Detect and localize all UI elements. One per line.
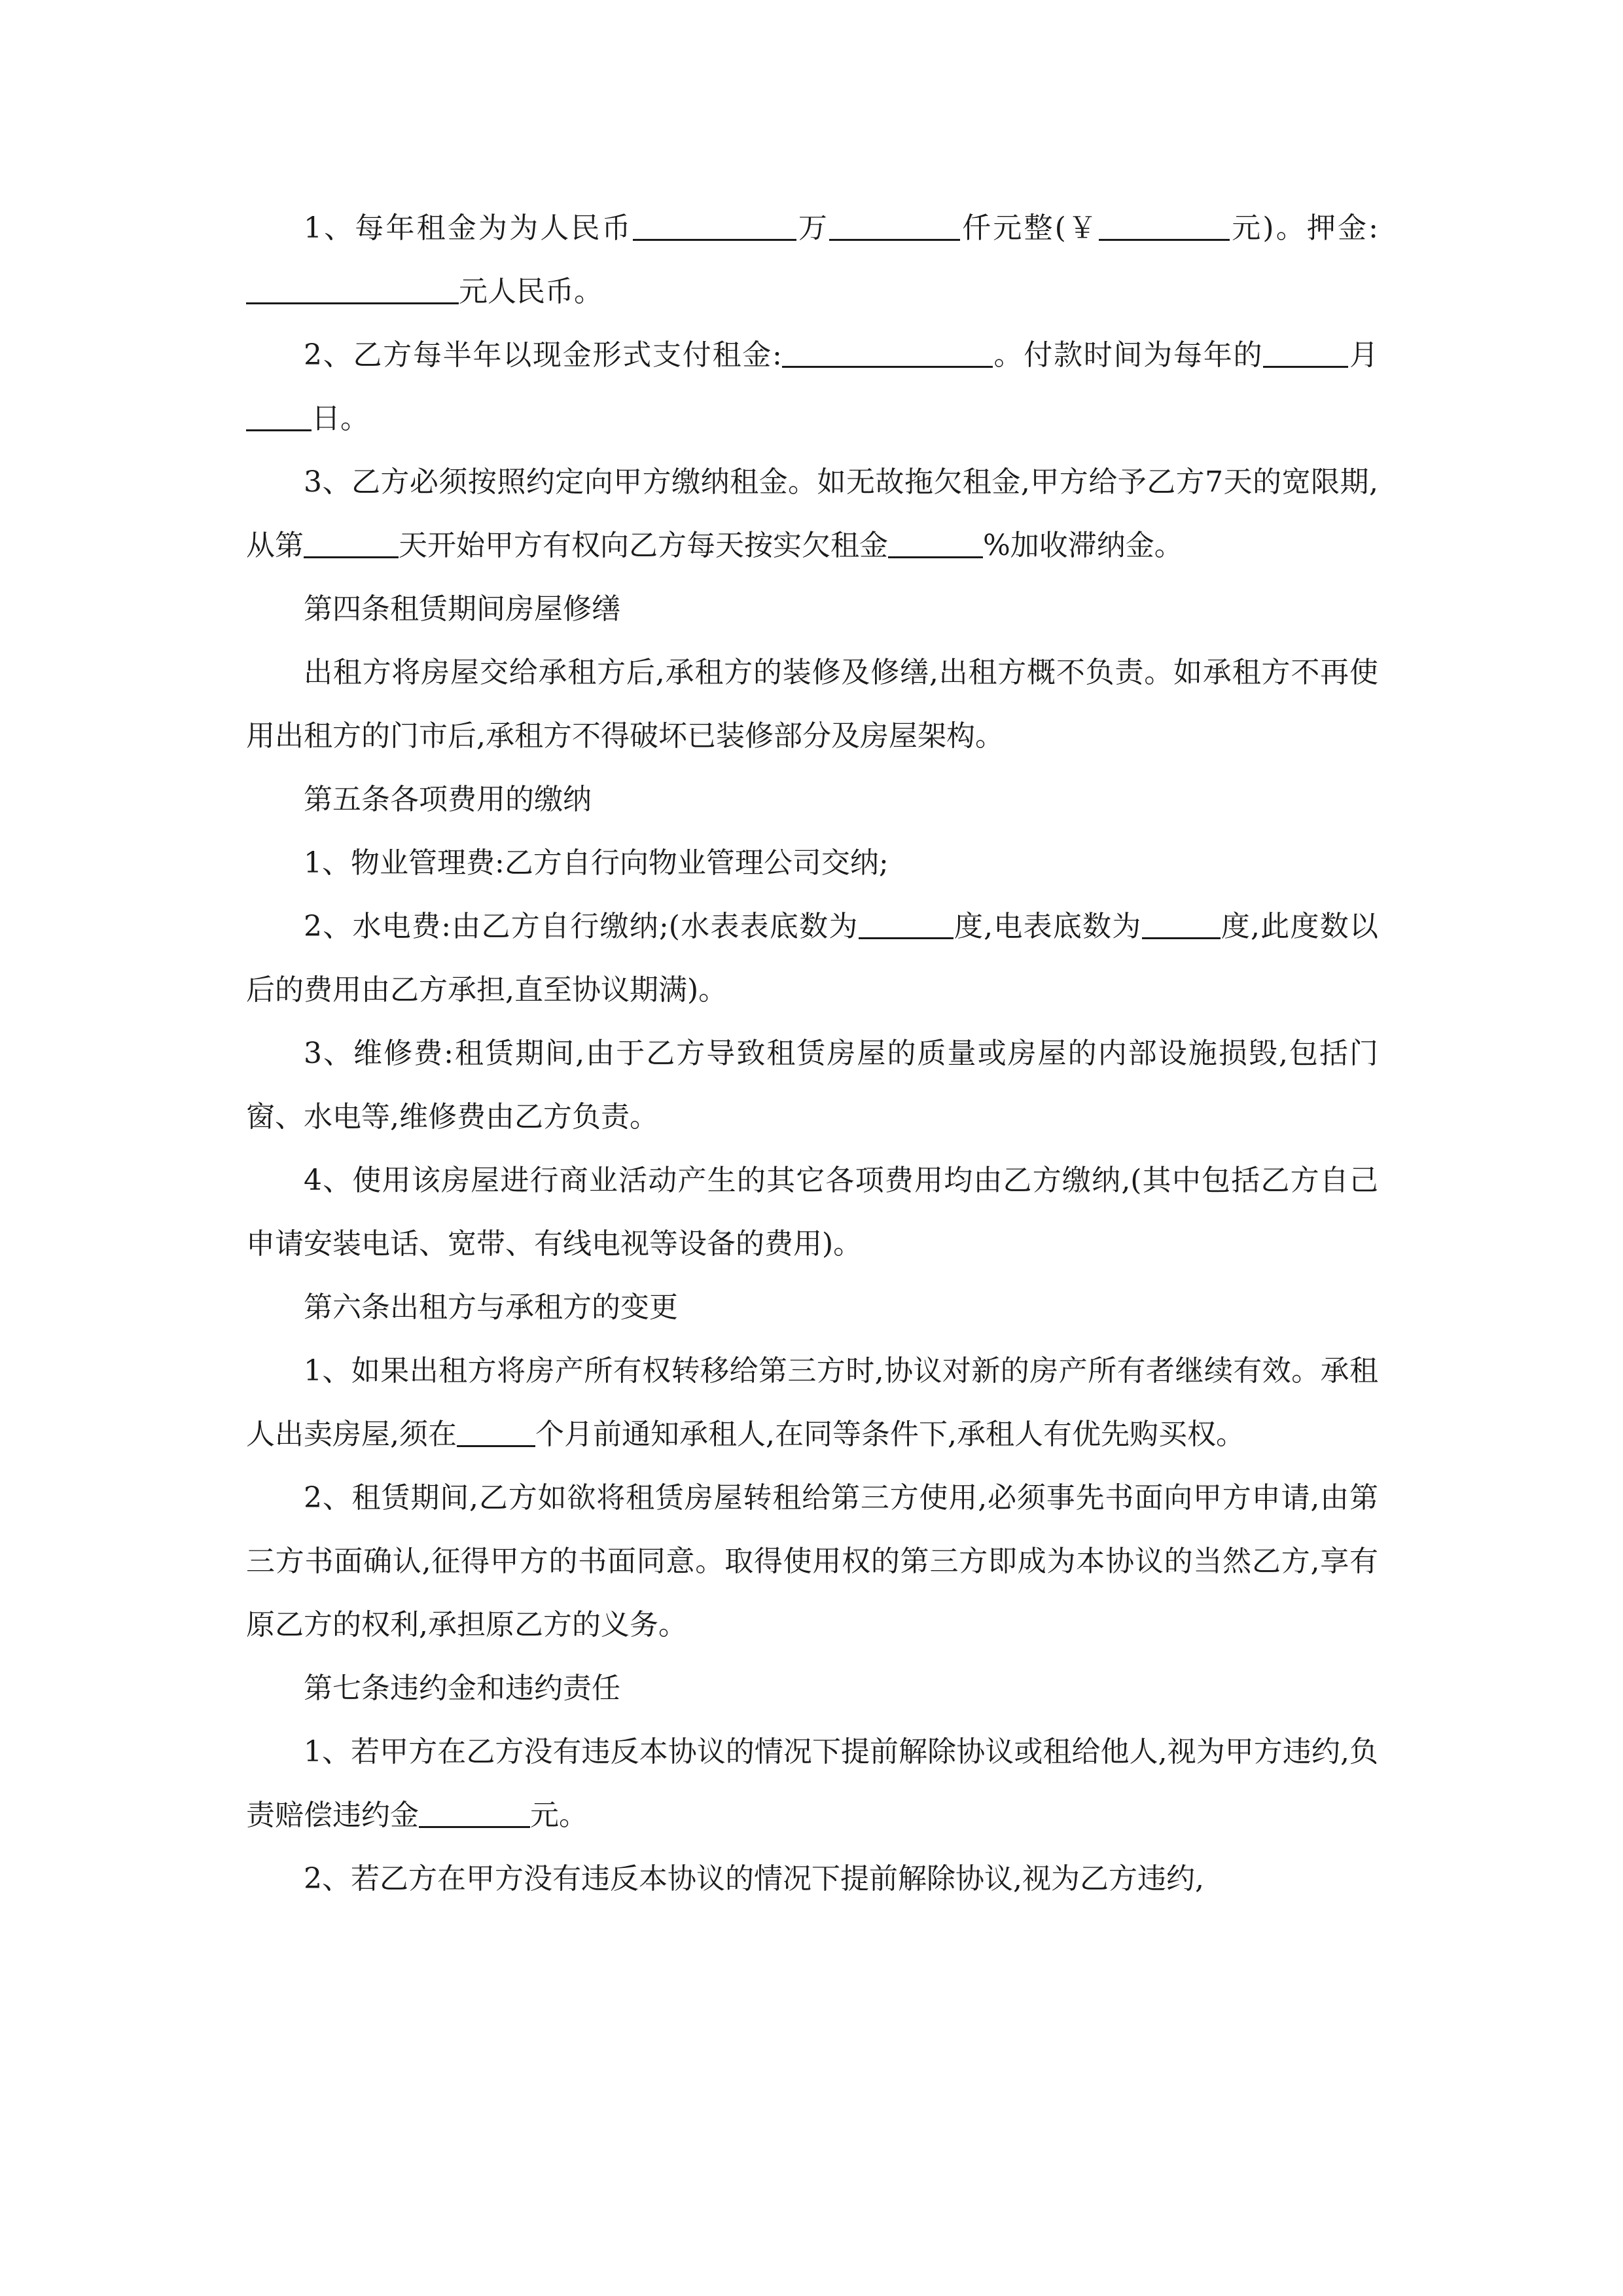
late-payment-clause (246, 450, 1378, 577)
article-seven-heading: 第七条违约金和违约责任 (304, 1672, 620, 1705)
rent-qian-blank (829, 213, 960, 242)
maintenance-fee-clause: 3、维修费:租赁期间,由于乙方导致租赁房屋的质量或房屋的内部设施损毁,包括门窗、水电等,维修费由乙方负责。 (246, 1037, 1378, 1134)
repair-clause: 出租方将房屋交给承租方后,承租方的装修及修缮,出租方概不负责。如承租方不再使用出租方的门市后,承租方不得破坏已装修部分及房屋架构。 (246, 656, 1378, 753)
other-fees-clause: 4、使用该房屋进行商业活动产生的其它各项费用均由乙方缴纳,(其中包括乙方自己申请安装电话、宽带、有线电视等设备的费用)。 (246, 1164, 1378, 1261)
late-percent-blank (888, 531, 983, 559)
ownership-transfer-clause (246, 1339, 1378, 1466)
payment-method-blank (782, 340, 993, 368)
payment-text-d: 日。 (312, 402, 369, 435)
payment-day-blank (246, 404, 312, 432)
rent-amount-text-b: 万 (796, 211, 829, 245)
late-text-c: %加收滞纳金。 (983, 529, 1183, 562)
transfer-text-a: 1、如果出租方将房产所有权转移给第三方时,协议对新的房产所有者继续有效。承租人出卖房屋,须在 (246, 1354, 1378, 1451)
landlord-breach-clause (246, 1720, 1378, 1847)
electric-meter-blank (1142, 912, 1221, 940)
notice-months-blank (457, 1420, 535, 1448)
payment-method-clause (246, 323, 1378, 450)
payment-text-b: 。付款时间为每年的 (992, 338, 1264, 372)
utility-text-c: 度,此度数以后的费用由乙方承担,直至协议期满)。 (246, 910, 1378, 1007)
transfer-text-b: 个月前通知承租人,在同等条件下,承租人有优先购买权。 (535, 1418, 1245, 1451)
rent-yuan-blank (1099, 213, 1230, 242)
rent-amount-text-c: 仟元整(￥ (960, 211, 1099, 245)
sublease-clause: 2、租赁期间,乙方如欲将租赁房屋转租给第三方使用,必须事先书面向甲方申请,由第三方书面确认,征得甲方的书面同意。取得使用权的第三方即成为本协议的当然乙方,享有原乙方的权利,承担原乙方的义务。 (246, 1481, 1378, 1641)
breach-text-b: 元。 (530, 1799, 588, 1832)
property-fee-clause: 1、物业管理费:乙方自行向物业管理公司交纳; (304, 846, 889, 880)
deposit-blank (246, 277, 459, 305)
article-five-heading: 第五条各项费用的缴纳 (304, 783, 592, 816)
utility-text-b: 度,电表底数为 (953, 910, 1142, 943)
payment-text-a: 2、乙方每半年以现金形式支付租金: (304, 338, 782, 372)
penalty-amount-blank (419, 1801, 530, 1829)
rent-amount-clause (246, 196, 1378, 323)
breach-text-a: 1、若甲方在乙方没有违反本协议的情况下提前解除协议或租给他人,视为甲方违约,负责赔偿违约金 (246, 1735, 1378, 1832)
document-page (246, 196, 1378, 1910)
late-text-b: 天开始甲方有权向乙方每天按实欠租金 (399, 529, 888, 562)
rent-wan-blank (633, 213, 796, 242)
article-six-heading: 第六条出租方与承租方的变更 (304, 1291, 678, 1324)
water-meter-blank (859, 912, 954, 940)
rent-amount-text-e: 元人民币。 (459, 275, 603, 308)
utility-fee-clause (246, 895, 1378, 1022)
payment-text-c: 月 (1348, 338, 1379, 372)
article-four-heading: 第四条租赁期间房屋修缮 (304, 592, 620, 626)
rent-amount-text-a: 1、每年租金为为人民币 (304, 211, 633, 245)
late-day-blank (304, 531, 399, 559)
utility-text-a: 2、水电费:由乙方自行缴纳;(水表表底数为 (304, 910, 859, 943)
payment-month-blank (1263, 340, 1348, 368)
rent-amount-text-d: 元)。押金: (1230, 211, 1379, 245)
tenant-breach-clause: 2、若乙方在甲方没有违反本协议的情况下提前解除协议,视为乙方违约, (304, 1862, 1204, 1895)
late-text-a: 3、乙方必须按照约定向甲方缴纳租金。如无故拖欠租金,甲方给予乙方7天的宽限期,从第 (246, 465, 1378, 562)
